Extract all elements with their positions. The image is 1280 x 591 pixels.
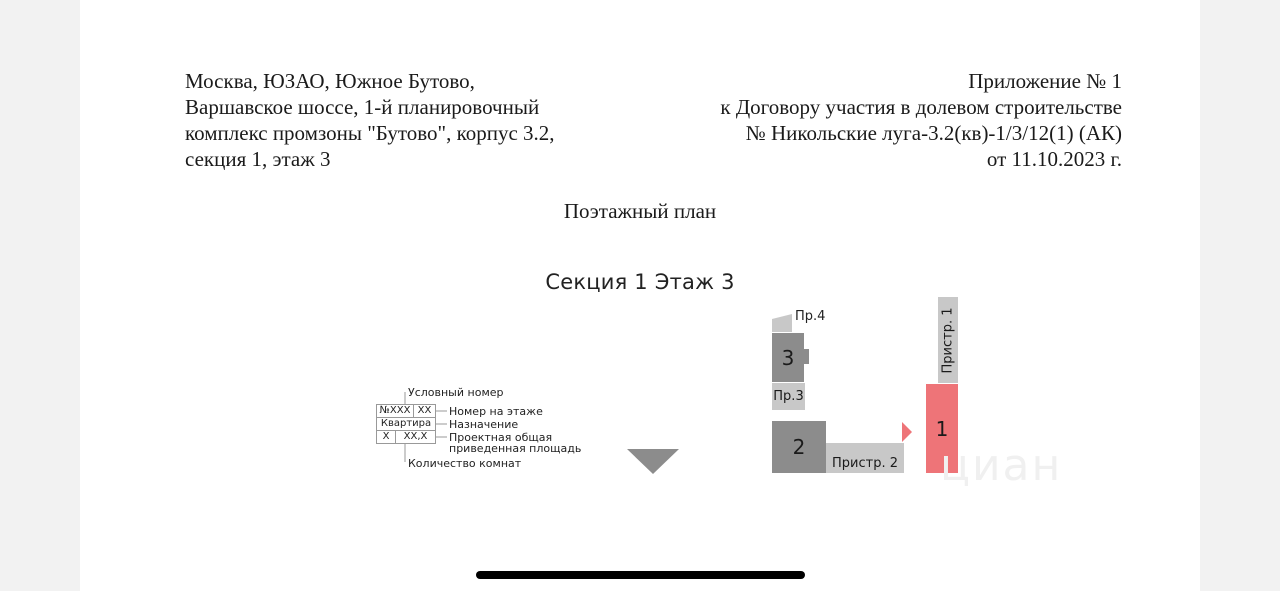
block-number: 3 [781,345,795,370]
legend-cell-purpose: Квартира [380,418,432,429]
pristr2-label: Пристр. 2 [832,456,898,471]
pr3-label: Пр.3 [773,389,804,404]
pr4-label: Пр.4 [795,309,826,324]
address-line: Варшавское шоссе, 1-й планировочный [185,95,540,119]
legend-label: Номер на этаже [449,405,543,418]
building-block-2 [772,421,826,473]
watermark: циан [940,440,1063,491]
address-line: комплекс промзоны "Бутово", корпус 3.2, [185,121,555,145]
pr4-shape [770,314,796,332]
legend-top-label: Условный номер [408,386,504,399]
document-page [80,0,1200,591]
section-floor-title: Секция 1 Этаж 3 [545,270,735,294]
legend-cell-rooms: X [382,431,390,442]
legend-label: приведенная площадь [449,442,582,455]
block-number: 1 [935,416,949,441]
building-block-3 [772,333,804,382]
annex-line: № Никольские луга-3.2(кв)-1/3/12(1) (АК) [745,121,1122,145]
home-indicator-bar[interactable] [476,571,805,579]
address-line: Москва, ЮЗАО, Южное Бутово, [185,69,475,93]
legend-bottom-label: Количество комнат [408,457,522,470]
pristr2-extension [844,443,904,453]
block-number: 2 [792,435,806,459]
legend-label: Проектная общая [449,431,553,444]
block-3-notch [804,349,809,364]
pristr1-label: Пристр. 1 [940,307,956,373]
annex-line: от 11.10.2023 г. [986,147,1122,171]
annex-block [720,68,1122,172]
legend-cell-floor-number: XX [413,405,435,417]
annex-line: Приложение № 1 [968,69,1122,93]
legend-label: Назначение [449,418,519,431]
address-line: секция 1, этаж 3 [185,147,331,171]
pr3-block [772,383,805,410]
legend-cell-number: №XXX [379,405,411,416]
annex-line: к Договору участия в долевом строительстве [720,95,1122,119]
legend-sample-box [376,404,436,444]
pristr1-block [938,297,958,383]
legend-cell-area: XX,X [395,431,435,443]
document-title: Поэтажный план [563,199,717,223]
entrance-arrow-icon [627,449,679,474]
highlight-pointer-icon [902,422,912,442]
address-block [185,68,555,172]
